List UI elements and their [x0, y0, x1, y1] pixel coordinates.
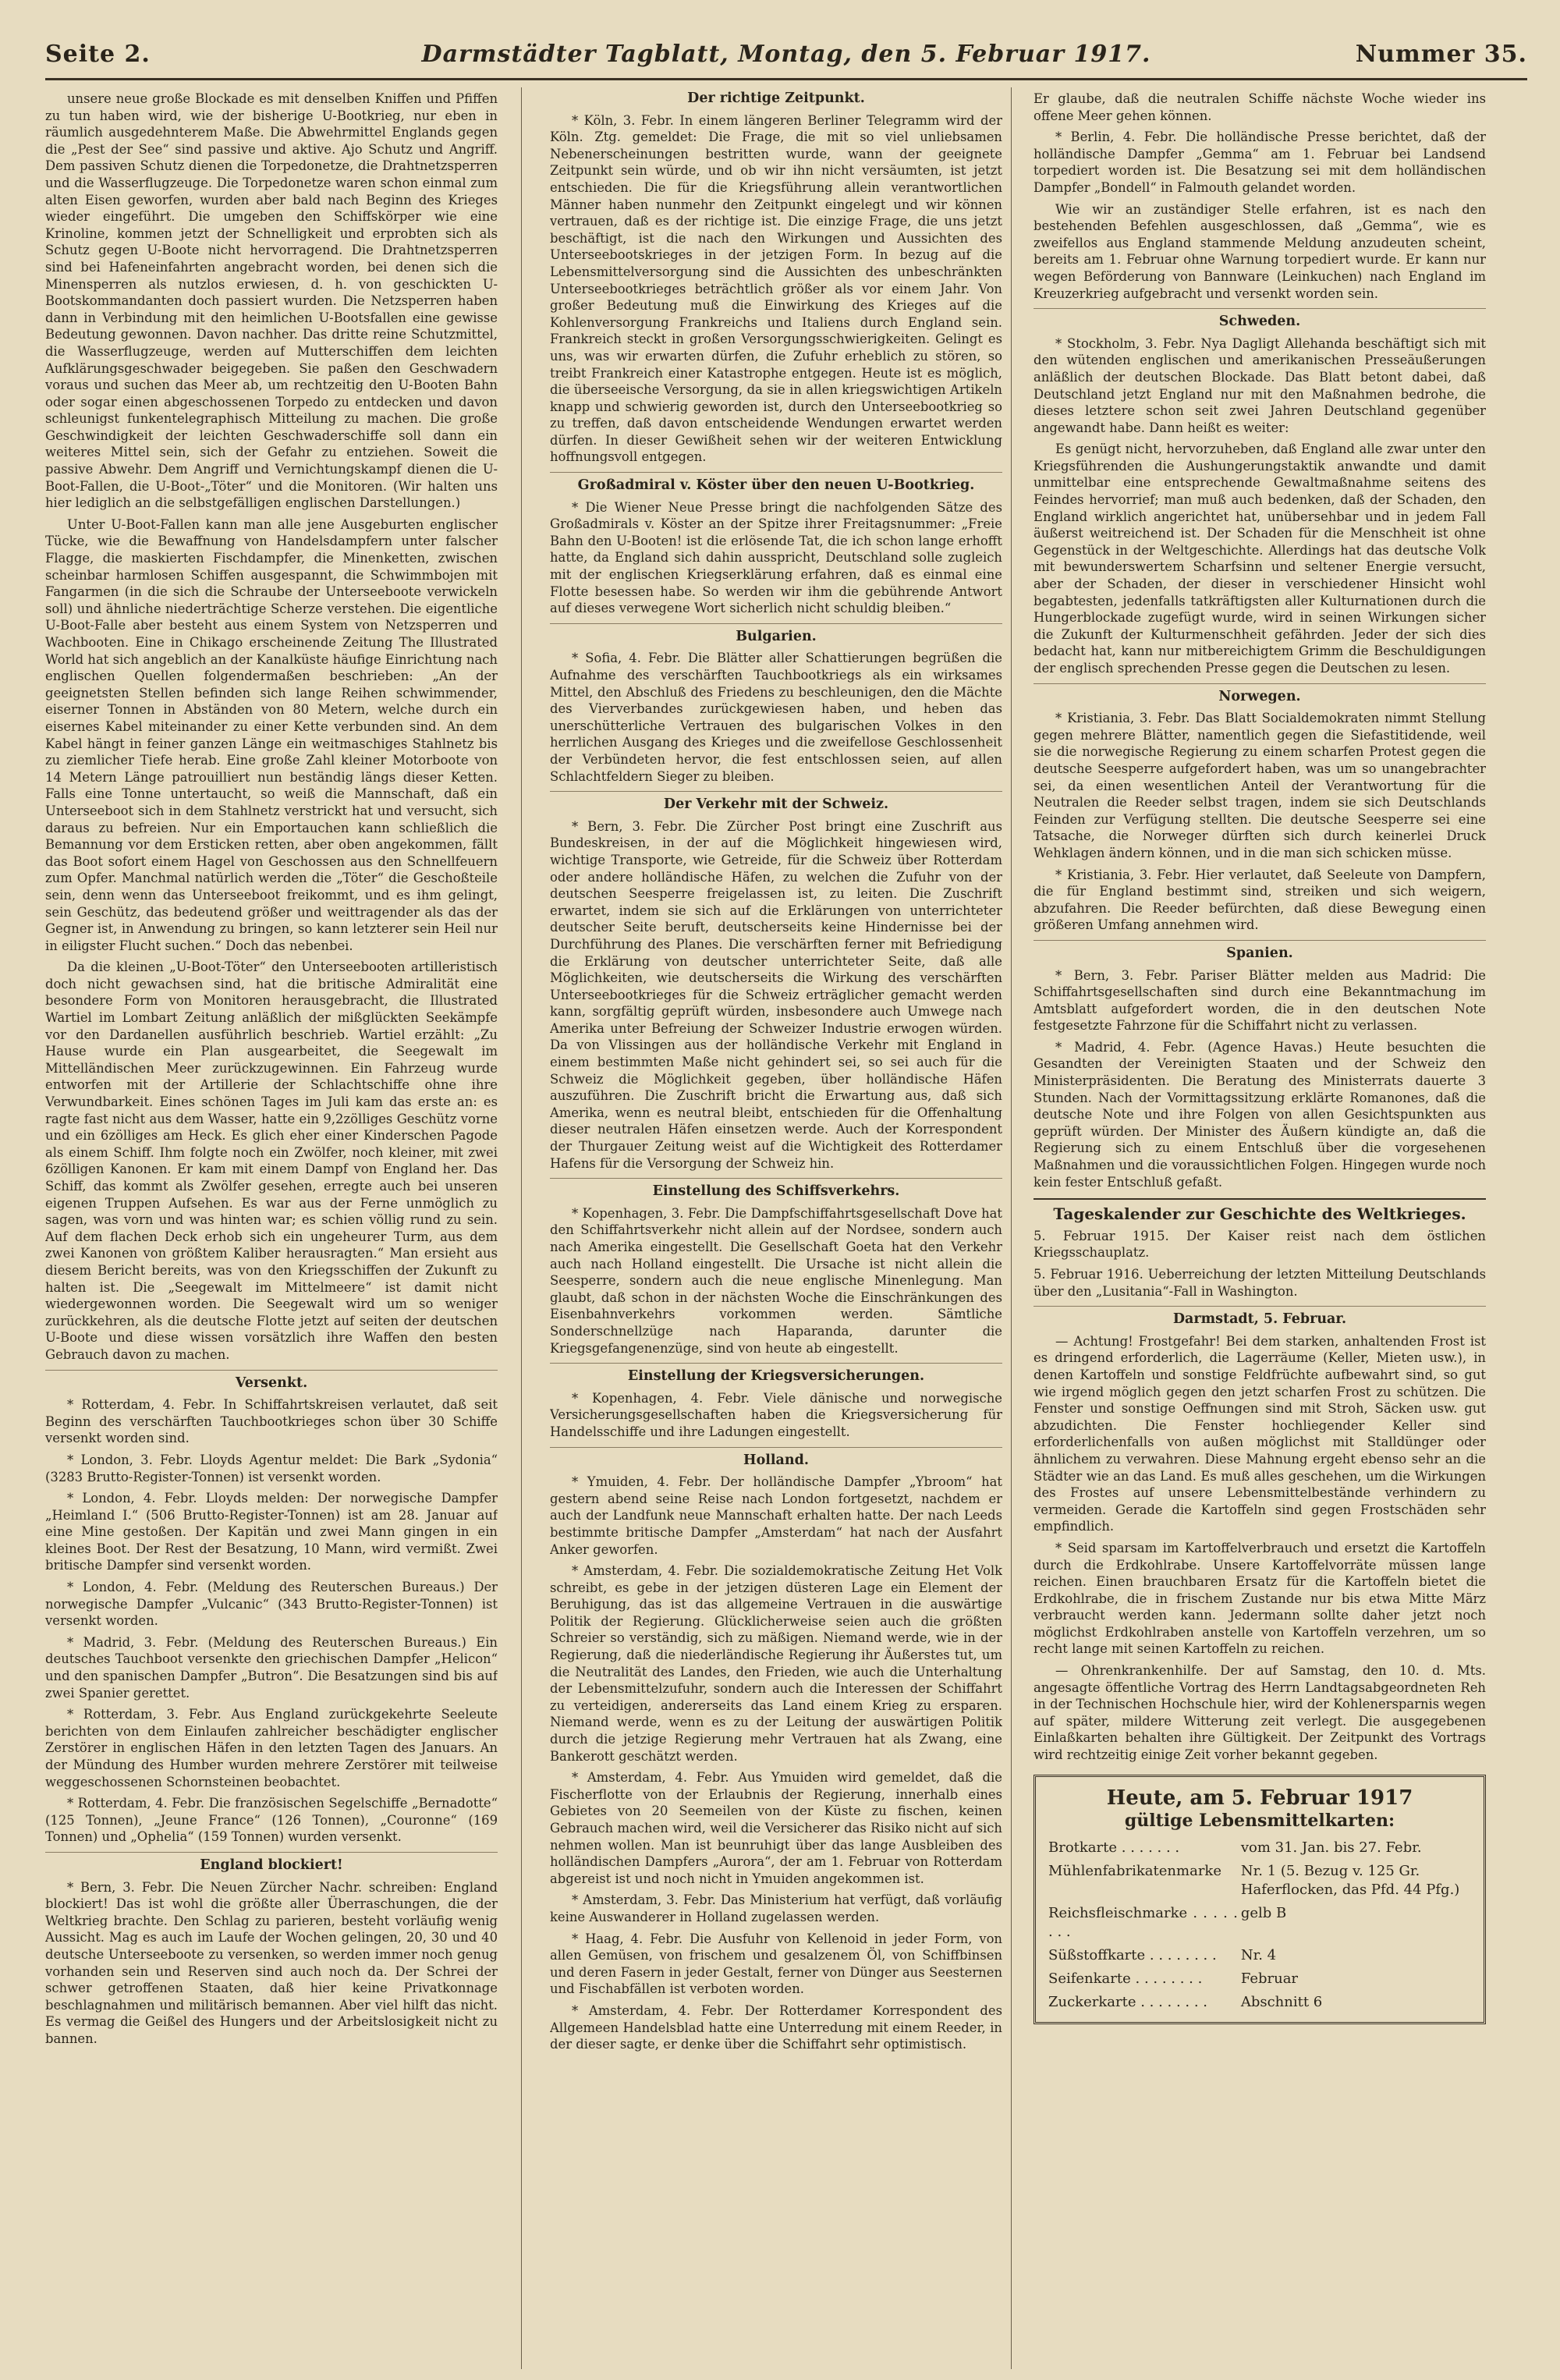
news-item: * Madrid, 3. Febr. (Meldung des Reuterschen Bureaus.) Ein deutsches Tauchboot versenkte den griechischen Dampfer „Helicon“ und den spanischen Dampfer „Butron“. Die Besatzungen sind bis auf zwei Spanier gerettet. [45, 1634, 498, 1701]
news-item: * Amsterdam, 3. Febr. Das Ministerium hat verfügt, daß vorläufig keine Auswanderer in Holland zugelassen werden. [550, 1892, 1002, 1924]
calendar-entry: 5. Februar 1916. Ueberreichung der letzten Mitteilung Deutschlands über den „Lusitania“-Fall in Washington. [1034, 1267, 1486, 1299]
column-divider [521, 87, 522, 2369]
war-calendar-title: Tageskalender zur Geschichte des Weltkrieges. [1053, 1204, 1466, 1224]
news-item: * Köln, 3. Febr. In einem längeren Berliner Telegramm wird der Köln. Ztg. gemeldet: Die Frage, die mit so viel unliebsamen Nebenerscheinungen bestritten wurde, wann der geeignete Zeitpunkt sein würde, und ob wir ihn nicht versäumten, ist jetzt entschieden. Die für die Kriegsführung allein verantwortlichen Männer haben nunmehr den Zeitpunkt eingelegt und wir können vertrauen, daß es der richtige ist. Die einzige Frage, die uns jetzt beschäftigt, ist die nach den Wirkungen und Aussichten des Unterseebootskrieges in der jetzigen Form. In bezug auf die Lebensmittelversorgung sind die Aussichten des unbeschränkten Unterseebootkrieges beträchtlich größer als vor einem Jahr. Von großer Bedeutung muß die Einwirkung des Krieges auf die Kohlenversorgung Frankreichs und Italiens durch England sein. Frankreich steckt in großen Versorgungsschwierigkeiten. Gelingt es uns, was wir erwarten dürfen, die Zufuhr erheblich zu stören, so treibt Frankreich einer Katastrophe entgegen. Heute ist es möglich, die überseeische Versorgung, da sie in allen kriegswichtigen Artikeln knapp und schwierig geworden ist, durch den Unterseebootkrieg so zu treffen, daß davon entscheidende Wendungen erwartet werden dürfen. In dieser Gewißheit sehen wir der weiteren Entwicklung hoffnungsvoll entgegen. [550, 112, 1002, 465]
news-item: * Kristiania, 3. Febr. Hier verlautet, daß Seeleute von Dampfern, die für England bestimmt sind, streiken und sich weigern, abzufahren. Die Reeder befürchten, daß diese Bewegung einen größeren Umfang annehmen wird. [1034, 867, 1486, 933]
section-heading-verkehr: Der Verkehr mit der Schweiz. [550, 791, 1002, 814]
ration-subtitle: gültige Lebensmittelkarten: [1124, 1810, 1395, 1831]
ration-label: Brotkarte . . . . . . . [1048, 1839, 1180, 1856]
ration-value: gelb B [1240, 1904, 1287, 1921]
news-item: * Amsterdam, 4. Febr. Der Rotterdamer Korrespondent des Allgemeen Handelsblad hatte eine Unterredung mit einem Reeder, in der dieser sagte, er denke über die Schiffahrt sehr optimistisch. [550, 2002, 1002, 2052]
ration-label: Reichsfleischmarke . . . . . . . . [1048, 1904, 1238, 1940]
continued-paragraph: Er glaube, daß die neutralen Schiffe nächste Woche wieder ins offene Meer gehen können. [1034, 91, 1486, 123]
ration-value: Abschnitt 6 [1240, 1993, 1323, 2010]
section-heading-holland: Holland. [550, 1447, 1002, 1470]
column-2 [550, 90, 1002, 2368]
ration-row [1047, 1836, 1473, 1860]
ration-value: Februar [1240, 1970, 1299, 1987]
section-heading-versenkt: Versenkt. [45, 1370, 498, 1392]
section-heading-koester: Großadmiral v. Köster über den neuen U-Bootkrieg. [550, 472, 1002, 495]
news-item: * Ymuiden, 4. Febr. Der holländische Dampfer „Ybroom“ hat gestern abend seine Reise nach London fortgesetzt, nachdem er auch der Landfunk neue Mannschaft erhalten hatte. Der nach Leeds bestimmte britische Dampfer „Amsterdam“ hat nach der Ausfahrt Anker geworfen. [550, 1474, 1002, 1557]
calendar-entry: 5. Februar 1915. Der Kaiser reist nach dem östlichen Kriegsschauplatz. [1034, 1228, 1486, 1261]
section-heading-local: Darmstadt, 5. Februar. [1034, 1306, 1486, 1328]
local-notice: — Ohrenkrankenhilfe. Der auf Samstag, den 10. d. Mts. angesagte öffentliche Vortrag des Herrn Landtagsabgeordneten Reh in der Technischen Hochschule hier, wird der Kohlenersparnis wegen auf später, mildere Witterung zeit verlegt. Die ausgegebenen Einlaßkarten behalten ihre Gültigkeit. Der Zeitpunkt des Vortrags wird rechtzeitig einige Zeit vorher bekannt gegeben. [1034, 1663, 1486, 1763]
section-heading-schweden: Schweden. [1034, 308, 1486, 331]
section-heading-spanien: Spanien. [1034, 940, 1486, 963]
news-item: * Bern, 3. Febr. Die Neuen Zürcher Nachr. schreiben: England blockiert! Das ist wohl die größte aller Überraschungen, die der Weltkrieg brachte. Den Schlag zu parieren, besteht vorläufig wenig Aussicht. Mag es auch im Laufe der Wochen gelingen, 20, 30 und 40 deutsche Unterseeboote zu versenken, so werden immer noch genug vorhanden sein und Reserven sind auch noch da. Der Schrei der schwer getroffenen Staaten, daß hier keine Privatkonnage beschlagnahmen und militärisch bemannen. Aber viel hilft das nicht. Es vermag die Geißel des Hungers und der Arbeitslosigkeit nicht zu bannen. [45, 1879, 498, 2046]
article-paragraph: Unter U-Boot-Fallen kann man alle jene Ausgeburten englischer Tücke, wie die Bewaffnung von Handelsdampfern unter falscher Flagge, die maskierten Fischdampfer, die Minenketten, zwischen scheinbar harmlosen Schiffen ausgespannt, die Schwimmbojen mit Fangarmen (in die sich die Schraube der Unterseeboote verwickeln soll) und ähnliche niederträchtige Scherze verstehen. Die eigentliche U-Boot-Falle aber besteht aus einem System von Netzsperren und Wachbooten. Eine in Chikago erscheinende Zeitung The Illustrated World hat sich angeblich an der Kanalküste häufige Einrichtung nach englischen Quellen folgendermaßen beschrieben: „An der geeignetsten Stellen befinden sich lange Reihen schwimmender, eiserner Tonnen in Abständen von 80 Metern, welche durch ein eisernes Kabel miteinander zu einer Kette verbunden sind. An dem Kabel hängt in feiner ganzen Länge ein weitmaschiges Stahlnetz bis zu ziemlicher Tiefe herab. Eine große Zahl kleiner Motorboote von 14 Metern Länge patrouilliert nun beständig längs dieser Ketten. Falls eine Tonne untertaucht, so weiß die Mannschaft, daß ein Unterseeboot sich in dem Stahlnetz verstrickt hat und versucht, sich daraus zu befreien. Nur ein Emportauchen kann schließlich die Bemannung vor dem Ersticken retten, aber oben angekommen, fällt das Boot sofort einem Hagel von Geschossen aus den Schnellfeuern zum Opfer. Manchmal natürlich werden die „Töter“ die Geschoßteile sein, denn wenn das Unterseeboot freikommt, und es ihm gelingt, sein Geschütz, das bedeutend größer und weittragender als das der Gegner ist, in Anwendung zu bringen, so kann letzterer sein Heil nur in eiligster Flucht suchen.“ Doch das nebenbei. [45, 516, 498, 953]
news-item: * Amsterdam, 4. Febr. Die sozialdemokratische Zeitung Het Volk schreibt, es gebe in der jetzigen düsteren Lage ein Element der Beruhigung, das ist das allgemeine Vertrauen in die auswärtige Politik der Regierung. Glücklicherweise seien auch die größten Schreier so verständig, sich zu mäßigen. Niemand werde, wie in der Regierung, daß die niederländische Regierung ihr Äußerstes tut, um die Neutralität des Landes, den Frieden, wie auch die Unterhaltung der Lebensmittelzufuhr, sondern auch die Interessen der Schiffahrt zu verteidigen, andererseits das Land einem Krieg zu ersparen. Niemand werde, wenn es zu der Leitung der auswärtigen Politik durch die jetzige Regierung mehr Vertrauen hat als Zwang, eine Bankerott geschätzt werden. [550, 1563, 1002, 1764]
ration-cards-box [1034, 1775, 1486, 2024]
ration-title: Heute, am 5. Februar 1917 [1106, 1786, 1413, 1810]
news-item: * Amsterdam, 4. Febr. Aus Ymuiden wird gemeldet, daß die Fischerflotte von der Erlaubnis der Regierung, innerhalb eines Gebietes von 20 Seemeilen von der Küste zu fischen, keinen Gebrauch machen wird, weil die Versicherer das Risiko nicht auf sich nehmen wollen. Man ist beunruhigt über das lange Ausbleiben des holländischen Dampfers „Aurora“, der am 1. Februar von Rotterdam abgereist ist und noch nicht in Ymuiden angekommen ist. [550, 1770, 1002, 1886]
header-rule [45, 78, 1527, 80]
news-item: * Rotterdam, 4. Febr. In Schiffahrtskreisen verlautet, daß seit Beginn des verschärften Tauchbootkrieges schon über 30 Schiffe versenkt worden sind. [45, 1397, 498, 1446]
article-paragraph: Da die kleinen „U-Boot-Töter“ den Unterseebooten artilleristisch doch nicht gewachsen sind, hat die britische Admiralität eine besondere Form von Monitoren herausgebracht, die Illustrated Wartiel im Lombart Zeitung anläßlich der mißglückten Seekämpfe vor den Dardanellen ausführlich beschrieb. Wartiel erzählt: „Zu Hause wurde ein Plan ausgearbeitet, die Seegewalt im Mittelländischen Meer zurückzugewinnen. Ein Fahrzeug wurde entworfen mit der Artillerie der Schlachtschiffe ohne ihre Verwundbarkeit. Eines schönen Tages im Juli kam das erste an: es ragte fast nicht aus dem Wasser, hatte ein 9,2zölliges Geschütz vorne und ein 6zölliges am Heck. Es glich eher einer Kinderschen Pagode als einem Schiff. Ihm folgte noch ein Zwölfer, noch kleiner, mit zwei 6zölligen Kanonen. Er kam mit einem Dampf von England her. Das Schiff, das kommt als Zwölfer gesehen, erregte auch bei unseren eigenen Truppen Aufsehen. Es war aus der Ferne unmöglich zu sagen, was vorn und was hinten war; es schien völlig rund zu sein. Auf dem flachen Deck erhob sich ein ungeheurer Turm, aus dem zwei Kanonen von größtem Kaliber herausragten.“ Man ersieht aus diesem Bericht bereits, was von den Kriegsschiffen der Zukunft zu halten ist. Die „Seegewalt im Mittelmeere“ ist damit nicht wiedergewonnen worden. Die Seegewalt wird um so weniger zurückkehren, als die deutsche Flotte jetzt auf seiten der deutschen U-Boote und diese wissen vorsätzlich ihre Waffen den besten Gebrauch davon zu machen. [45, 959, 498, 1362]
news-item: * Kopenhagen, 3. Febr. Die Dampfschiffahrtsgesellschaft Dove hat den Schiffahrtsverkehr nicht allein auf der Nordsee, sondern auch nach Amerika eingestellt. Die Gesellschaft Goeta hat den Verkehr auch nach Holland eingestellt. Die Ursache ist nicht allein die Seesperre, sondern auch die neue englische Minenlegung. Man glaubt, daß schon in der nächsten Woche die Einschränkungen des Eisenbahnverkehrs vorkommen werden. Sämtliche Sonderschnellzüge nach Haparanda, darunter die Kriegsgefangenenzüge, sind von heute ab eingestellt. [550, 1205, 1002, 1356]
ration-value: vom 31. Jan. bis 27. Febr. [1240, 1839, 1422, 1856]
section-heading-england: England blockiert! [45, 1852, 498, 1875]
news-item: * London, 3. Febr. Lloyds Agentur meldet: Die Bark „Sydonia“ (3283 Brutto-Register-Tonnen) ist versenkt worden. [45, 1452, 498, 1484]
ration-label: Süßstoffkarte . . . . . . . . [1048, 1946, 1217, 1963]
paper-title-date: Darmstädter Tagblatt, Montag, den 5. Februar 1917. [421, 41, 1151, 68]
ration-row [1047, 1902, 1473, 1944]
ration-row [1047, 1860, 1473, 1902]
news-item: * London, 4. Febr. Lloyds melden: Der norwegische Dampfer „Heimland I.“ (506 Brutto-Register-Tonnen) ist am 28. Januar auf eine Mine gestoßen. Der Kapitän und zwei Mann gingen in ein kleines Boot. Der Rest der Besatzung, 10 Mann, wird vermißt. Zwei britische Dampfer sind versenkt worden. [45, 1491, 498, 1573]
news-item: * Berlin, 4. Febr. Die holländische Presse berichtet, daß der holländische Dampfer „Gemma“ am 1. Februar bei Landsend torpediert worden ist. Die Besatzung sei mit dem holländischen Dampfer „Bondell“ in Falmouth gelandet worden. [1034, 129, 1486, 195]
section-heading-kriegsversicherung: Einstellung der Kriegsversicherungen. [550, 1363, 1002, 1385]
section-heading-zeitpunkt: Der richtige Zeitpunkt. [687, 90, 865, 106]
war-calendar-box [1034, 1198, 1486, 1300]
ration-row [1047, 1944, 1473, 1967]
news-item: * Die Wiener Neue Presse bringt die nachfolgenden Sätze des Großadmirals v. Köster an der Spitze ihrer Freitagsnummer: „Freie Bahn den U-Booten! ist die erlösende Tat, die ich schon lange erhofft hatte, da England sich dahin ausspricht, Deutschland solle zugleich mit der englischen Kriegserklärung erfahren, daß es einmal eine Flotte besessen habe. So werden wir ihm die gebührende Antwort auf dieses verwegene Wort sicherlich nicht schuldig bleiben.“ [550, 499, 1002, 616]
local-notice: — Achtung! Frostgefahr! Bei dem starken, anhaltenden Frost ist es dringend erforderlich, die Lagerräume (Keller, Mieten usw.), in denen Kartoffeln und sonstige Feldfrüchte aufbewahrt sind, so gut wie irgend möglich gegen den jetzt scharfen Frost zu schützen. Die Fenster und sonstige Oeffnungen sind mit Stroh, Säcken usw. gut abzudichten. Die Fenster hochliegender Keller sind erforderlichenfalls von außen möglichst mit Stalldünger oder ähnlichem zu verwahren. Diese Mahnung ergeht ebenso sehr an die Städter wie an das Land. Es muß alles geschehen, um die Wirkungen des Frostes auf unsere Lebensmittelbestände verhindern zu vermeiden. Gerade die Kartoffeln sind gegen Frostschäden sehr empfindlich. [1034, 1333, 1486, 1534]
news-item: * Bern, 3. Febr. Pariser Blätter melden aus Madrid: Die Schiffahrtsgesellschaften sind durch eine Bekanntmachung im Amtsblatt aufgefordert worden, die in den deutschen Note festgesetzte Fahrzone für die Schiffahrt nicht zu verlassen. [1034, 967, 1486, 1034]
section-heading-bulgarien: Bulgarien. [550, 623, 1002, 646]
news-item: * Sofia, 4. Febr. Die Blätter aller Schattierungen begrüßen die Aufnahme des verschärften Tauchbootkriegs als ein wirksames Mittel, den Abschluß des Friedens zu beschleunigen, den die Mächte des Vierverbandes zurückgewiesen haben, und heben das unerschütterliche Vertrauen des bulgarischen Volkes in den herrlichen Ausgang des Krieges und die zweifellose Geschlossenheit der Verbündeten hervor, die fest entschlossen seien, auf allen Schlachtfeldern Sieger zu bleiben. [550, 651, 1002, 784]
news-item: Wie wir an zuständiger Stelle erfahren, ist es nach den bestehenden Befehlen ausgeschlossen, daß „Gemma“, wie es zweifellos aus England stammende Meldung anzudeuten scheint, bereits am 1. Februar ohne Warnung torpediert wurde. Er kann nur wegen Beförderung von Bannware (Leinkuchen) nach England im Kreuzerkrieg aufgebracht und versenkt worden sein. [1034, 201, 1486, 301]
ration-value: Nr. 1 (5. Bezug v. 125 Gr. Haferflocken, das Pfd. 44 Pfg.) [1240, 1862, 1460, 1898]
ration-label: Mühlenfabrikatenmarke [1048, 1862, 1221, 1879]
ration-row [1047, 1991, 1473, 2014]
ration-label: Seifenkarte . . . . . . . . [1048, 1970, 1203, 1987]
issue-number: Nummer 35. [1355, 41, 1527, 68]
news-item: * Haag, 4. Febr. Die Ausfuhr von Kellenoid in jeder Form, von allen Gemüsen, von frischem und gesalzenem Öl, von Schiffbinsen und deren Fasern in jeder Gestalt, ferner von Dünger aus Seesternen und Fischabfällen ist verboten worden. [550, 1931, 1002, 1997]
column-divider [1011, 87, 1012, 2369]
ration-value: Nr. 4 [1240, 1946, 1277, 1963]
column-3 [1034, 90, 1486, 2368]
news-item: * Kristiania, 3. Febr. Das Blatt Socialdemokraten nimmt Stellung gegen mehrere Blätter, namentlich gegen die Siefastitidende, weil sie die norwegische Regierung zu einem scharfen Protest gegen die deutsche Seesperre aufgefordert haben, was um so unangebrachter sei, da einen wesentlichen Anteil der Verantwortung für die Neutralen die Reeder selbst tragen, indem sie sich Deutschlands Feinden zur Verfügung stellten. Die deutsche Seesperre sei eine Tatsache, die Norweger dürften sich durch keinerlei Druck Wehklagen ändern können, und in die man sich schicken müsse. [1034, 711, 1486, 860]
news-item: * Stockholm, 3. Febr. Nya Dagligt Allehanda beschäftigt sich mit den wütenden englischen und amerikanischen Presseäußerungen anläßlich der deutschen Blockade. Das Blatt betont dabei, daß Deutschland jetzt England nur mit den Maßnahmen bedrohe, die dieses letztere schon seit zwei Jahren Deutschland gegenüber angewandt habe. Dann heißt es weiter: [1034, 335, 1486, 435]
news-item: * Rotterdam, 4. Febr. Die französischen Segelschiffe „Bernadotte“ (125 Tonnen), „Jeune France“ (126 Tonnen), „Couronne“ (169 Tonnen) und „Ophelia“ (159 Tonnen) wurden versenkt. [45, 1796, 498, 1845]
news-item: * London, 4. Febr. (Meldung des Reuterschen Bureaus.) Der norwegische Dampfer „Vulcanic“ (343 Brutto-Register-Tonnen) ist versenkt worden. [45, 1580, 498, 1629]
column-1 [45, 90, 498, 2368]
article-paragraph: unsere neue große Blockade es mit denselben Kniffen und Pfiffen zu tun haben wird, wie der bisherige U-Bootkrieg, nur eben in räumlich ausgedehnterem Maße. Die Abwehrmittel Englands gegen die „Pest der See“ sind passive und aktive. Ajo Schutz und Angriff. Dem passiven Schutz dienen die Torpedonetze, die Drahtnetzsperren und die Wasserflugzeuge. Die Torpedonetze waren schon einmal zum alten Eisen geworfen, wurden aber bald nach Beginn des Krieges wieder eingeführt. Die umgeben den Schiffskörper wie eine Krinoline, kommen jetzt der Schnelligkeit und erprobten sich als Schutz gegen U-Boote nicht hervorragend. Die Drahtnetzsperren sind bei Hafeneinfahrten angebracht worden, bei denen sich die Minensperren als nutzlos erwiesen, d. h. von geschickten U-Bootskommandanten doch passiert wurden. Die Netzsperren haben dann in Verbindung mit den heimlichen U-Bootsfallen eine gewisse Bedeutung gewonnen. Davon nachher. Das dritte reine Schutzmittel, die Wasserflugzeuge, werden auf Mutterschiffen dem leichten Aufklärungsgeschwader beigegeben. Sie paßen den Geschwadern voraus und suchen das Meer ab, um rechtzeitig den U-Booten Bahn oder sogar einen abgeschossenen Torpedo zu entdecken und davon schleunigst funkentelegraphisch Mitteilung zu machen. Die große Geschwindigkeit der leichten Geschwaderschiffe soll dann ein weiteres Mittel sein, sich der Gefahr zu entziehen. Soweit die passive Abwehr. Dem Angriff und Vernichtungskampf dienen die U-Boot-Fallen, die U-Boot-„Töter“ und die Monitoren. (Wir halten uns hier lediglich an die selbstgefälligen englischen Darstellungen.) [45, 91, 498, 511]
ration-table [1047, 1836, 1473, 2014]
page-number: Seite 2. [45, 41, 151, 68]
news-item: * Kopenhagen, 4. Febr. Viele dänische und norwegische Versicherungsgesellschaften haben die Kriegsversicherung für Handelsschiffe und ihre Ladungen eingestellt. [550, 1390, 1002, 1439]
news-item: * Bern, 3. Febr. Die Zürcher Post bringt eine Zuschrift aus Bundeskreisen, in der auf die Möglichkeit hingewiesen wird, wichtige Transporte, wie Getreide, für die Schweiz über Rotterdam oder andere holländische Häfen, zu welchen die Zufuhr von der deutschen Seesperre freigelassen ist, zu leiten. Die Zuschrift erwartet, indem sie sich auf die Erklärungen von unterrichteter deutscher Seite beruft, deutscherseits keine Hindernisse bei der Durchführung des Planes. Die verschärften ferner mit Befriedigung die Erklärung von deutscher unterrichteter Seite, daß alle Möglichkeiten, wie deutscherseits die Wirkung des verschärften Unterseebootkrieges für die Schweiz erträglicher gemacht werden kann, sorgfältig geprüft würden, insbesondere auch Umwege nach Amerika unter Befreiung der Schweizer Industrie erwogen würden. Da von Vlissingen aus der holländische Verkehr mit England in einem bestimmten Maße nicht gehindert sei, so sei auch für die Schweiz die Möglichkeit gegeben, über holländische Häfen auszuführen. Die Zuschrift bricht die Erwartung aus, daß sich Amerika, wenn es neutral bleibt, entschieden für die Offenhaltung dieser neutralen Häfen einsetzen werde. Auch der Korrespondent der Thurgauer Zeitung weist auf die Wichtigkeit des Rotterdamer Hafens für die Versorgung der Schweiz hin. [550, 818, 1002, 1171]
news-item: * Madrid, 4. Febr. (Agence Havas.) Heute besuchten die Gesandten der Vereinigten Staaten und der Schweiz den Ministerpräsidenten. Die Beratung des Ministerrats dauerte 3 Stunden. Nach der Vormittagssitzung erklärte Romanones, daß die deutsche Note und ihre Folgen von allen Gesichtspunkten aus geprüft würden. Der Minister des Äußern kündigte an, daß die Regierung sich zu einem Entschluß über die vorgesehenen Maßnahmen und die voraussichtlichen Folgen. Hingegen wurde noch kein fester Entschluß gefaßt. [1034, 1039, 1486, 1190]
masthead [45, 41, 1527, 75]
news-item: Es genügt nicht, hervorzuheben, daß England alle zwar unter den Kriegsführenden die Aushungerungstaktik anwandte und damit unmittelbar eine entsprechende Gewaltmaßnahme seitens des Feindes hervorrief; man muß auch bedenken, daß der Schaden, den England wirklich angerichtet hat, unübersehbar und in jedem Fall äußerst weitreichend ist. Der Schaden für die Menschheit ist ohne Gegenstück in der Weltgeschichte. Allerdings hat das deutsche Volk mit bewunderswertem Scharfsinn und seltener Energie versucht, aber der Schaden, der dieser in verschiedener Hinsicht wohl begabtesten, jedenfalls tatkräftigsten aller Kulturnationen durch die Hungerblockade zugefügt wurde, wird in seinen Wirkungen sicher die Zukunft der Kulturmenschheit gefährden. Jeder der sich dies bedacht hat, kann nur mitbereichigtem Grimm die Beschuldigungen der englisch sprechenden Presse gegen die Deutschen zu lesen. [1034, 442, 1486, 676]
section-heading-norwegen: Norwegen. [1034, 683, 1486, 706]
section-heading-schiffsverkehr: Einstellung des Schiffsverkehrs. [550, 1178, 1002, 1201]
news-item: * Rotterdam, 3. Febr. Aus England zurückgekehrte Seeleute berichten von dem Einlaufen zahlreicher beschädigter englischer Zerstörer in englischen Häfen in den letzten Tagen des Januars. An der Mündung des Humber wurden mehrere Zerstörer mit teilweise weggeschossenen Schornsteinen beobachtet. [45, 1707, 498, 1789]
ration-row [1047, 1967, 1473, 1991]
ration-label: Zuckerkarte . . . . . . . . [1048, 1993, 1208, 2010]
local-notice: * Seid sparsam im Kartoffelverbrauch und ersetzt die Kartoffeln durch die Erdkohlrabe. Unsere Kartoffelvorräte müssen lange reichen. Einen brauchbaren Ersatz für die Kartoffeln bietet die Erdkohlrabe, die in frischem Zustande nur bis etwa Mitte März verbraucht werden kann. Jedermann sollte daher jetzt noch möglichst Erdkohlraben anstelle von Kartoffeln verzehren, um so recht lange mit seinen Kartoffeln zu reichen. [1034, 1540, 1486, 1657]
